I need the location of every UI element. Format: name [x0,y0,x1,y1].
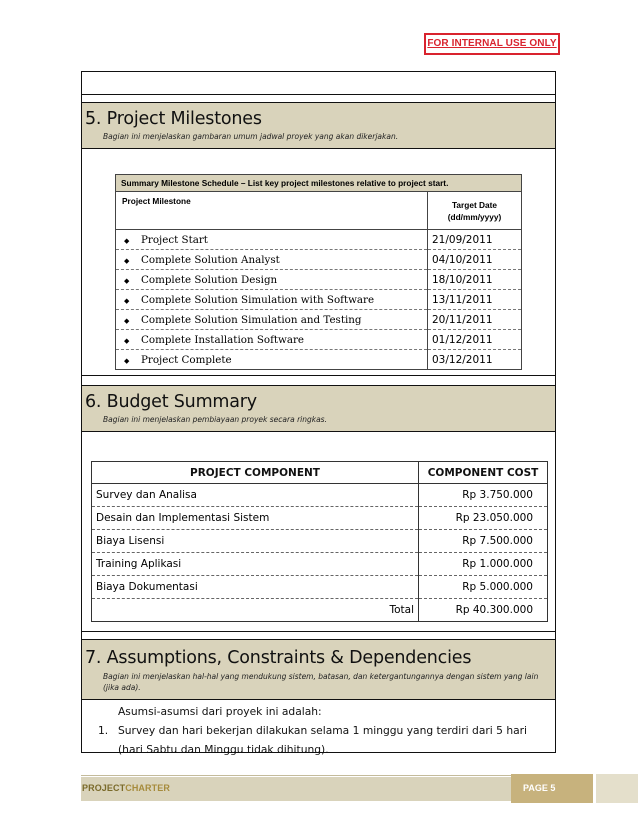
section-7-header [82,639,555,700]
section-7-description: Bagian ini menjelaskan hal-hal yang mendukung sistem, batasan, dan ketergantungannya dengan sistem yang lain (jika ada). [103,672,539,692]
milestone-column-header: Project Milestone [116,192,428,230]
table-row [116,270,522,290]
footer-title-part1: PROJECT [82,783,126,793]
milestone-date: 18/10/2011 [428,270,522,290]
list-item-number: 1. [98,724,109,737]
milestone-date: 03/12/2011 [428,350,522,370]
diamond-bullet-icon: ◆ [124,276,130,285]
list-item [98,721,543,759]
internal-use-stamp: FOR INTERNAL USE ONLY [424,33,560,55]
milestone-table-caption: Summary Milestone Schedule – List key project milestones relative to project start. [116,175,522,192]
component-cost-header: COMPONENT COST [419,462,548,484]
milestone-date: 21/09/2011 [428,230,522,250]
section-7-title: 7. Assumptions, Constraints & Dependencies [85,648,472,668]
section-5-header [82,102,555,149]
table-row [92,530,548,553]
component-cost: Rp 23.050.000 [419,507,548,530]
table-row [116,230,522,250]
component-cost: Rp 1.000.000 [419,553,548,576]
milestone-date: 20/11/2011 [428,310,522,330]
milestone-date: 04/10/2011 [428,250,522,270]
milestone-name: Complete Solution Analyst [141,253,280,266]
page-number: PAGE 5 [511,774,593,803]
milestone-date: 01/12/2011 [428,330,522,350]
milestone-name: Project Start [141,233,208,246]
milestone-name: Project Complete [141,353,232,366]
component-name: Survey dan Analisa [92,484,419,507]
total-label: Total [92,599,419,622]
budget-table [91,461,548,622]
diamond-bullet-icon: ◆ [124,296,130,305]
section-6-header [82,385,555,432]
total-row [92,599,548,622]
component-name: Biaya Dokumentasi [92,576,419,599]
section-5-description: Bagian ini menjelaskan gambaran umum jadwal proyek yang akan dikerjakan. [103,132,399,141]
footer-title [82,783,170,793]
milestone-name: Complete Installation Software [141,333,305,346]
milestone-name: Complete Solution Simulation with Software [141,293,375,306]
target-date-column-header [428,192,522,230]
document-frame [81,71,556,756]
component-cost: Rp 5.000.000 [419,576,548,599]
component-name: Biaya Lisensi [92,530,419,553]
milestone-table [115,174,522,370]
assumptions-intro: Asumsi-asumsi dari proyek ini adalah: [118,705,322,718]
table-row [116,330,522,350]
table-row [116,250,522,270]
divider [82,94,555,95]
divider [82,631,555,632]
footer-title-part2: CHARTER [125,783,170,793]
component-cost: Rp 7.500.000 [419,530,548,553]
table-row [116,310,522,330]
component-cost: Rp 3.750.000 [419,484,548,507]
diamond-bullet-icon: ◆ [124,336,130,345]
project-component-header: PROJECT COMPONENT [92,462,419,484]
section-6-description: Bagian ini menjelaskan pembiayaan proyek secara ringkas. [103,415,327,424]
diamond-bullet-icon: ◆ [124,316,130,325]
table-row [92,484,548,507]
list-item-text: Survey dan hari bekerjan dilakukan selama 1 minggu yang terdiri dari 5 hari (hari Sabtu dan Minggu tidak dihitung). [118,724,528,756]
diamond-bullet-icon: ◆ [124,256,130,265]
table-row [92,507,548,530]
target-date-header-line2: (dd/mm/yyyy) [447,212,502,222]
assumptions-list [98,702,543,759]
section-6-title: 6. Budget Summary [85,392,257,412]
table-row [116,350,522,370]
milestone-date: 13/11/2011 [428,290,522,310]
divider [82,375,555,376]
footer-edge-block [596,774,638,803]
table-row [92,553,548,576]
table-row [92,576,548,599]
section-5-title: 5. Project Milestones [85,109,262,129]
milestone-name: Complete Solution Simulation and Testing [141,313,362,326]
diamond-bullet-icon: ◆ [124,236,130,245]
target-date-header-line1: Target Date [451,200,498,210]
component-name: Training Aplikasi [92,553,419,576]
diamond-bullet-icon: ◆ [124,356,130,365]
milestone-name: Complete Solution Design [141,273,278,286]
table-row [116,290,522,310]
total-value: Rp 40.300.000 [419,599,548,622]
component-name: Desain dan Implementasi Sistem [92,507,419,530]
